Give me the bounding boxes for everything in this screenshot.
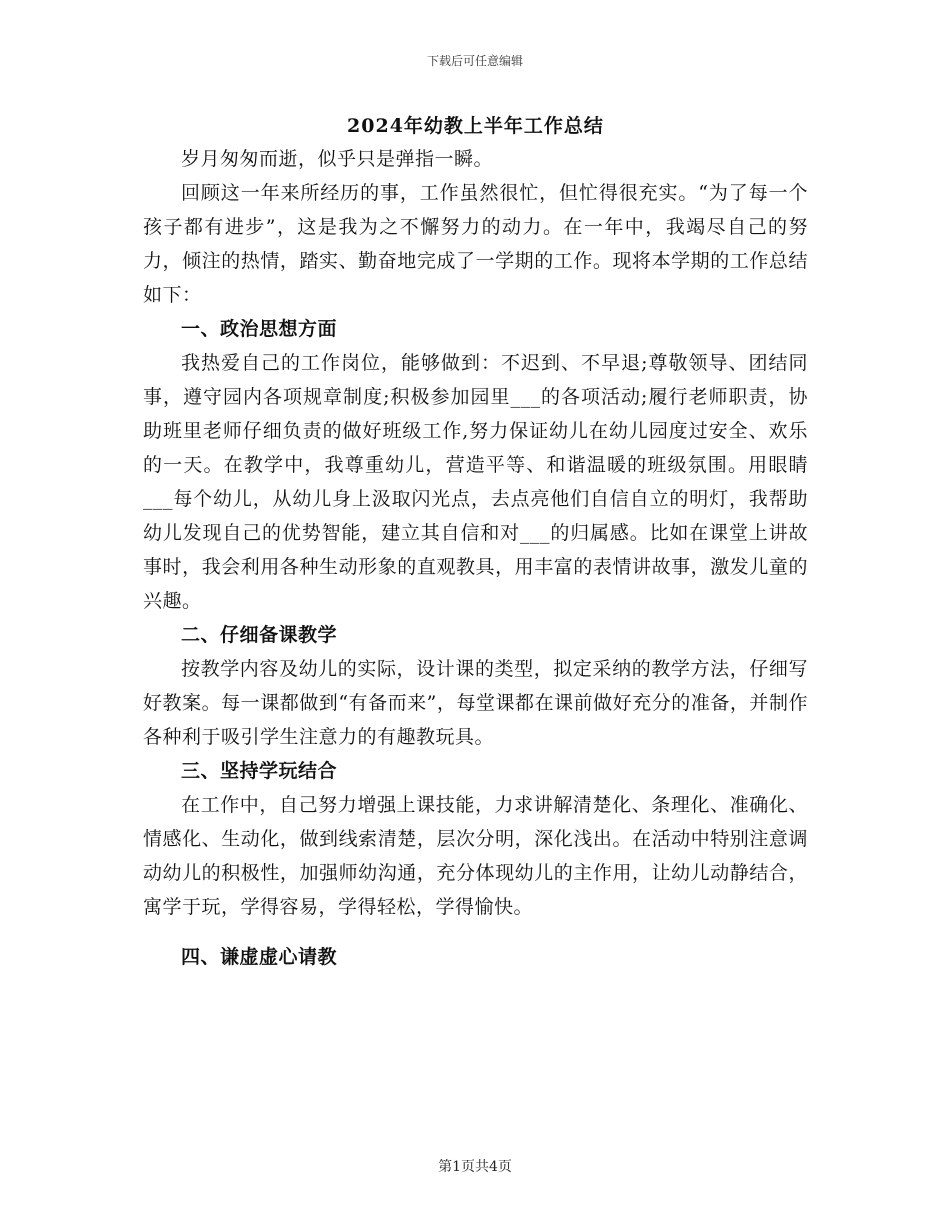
- section-heading-learn-play: 三、坚持学玩结合: [181, 760, 338, 782]
- section-heading-humility: 四、谦虚虚心请教: [181, 946, 338, 968]
- page-header: 下载后可任意编辑: [426, 54, 523, 68]
- intro-paragraph-2: 回顾这一年来所经历的事，工作虽然很忙，但忙得很充实。“为了每一个孩子都有进步”，这是我为之不懈努力的动力。在一年中，我竭尽自己的努力，倾注的热情，踏实、勤奋地完成了一学期的工作。现将本学期的工作总结如下：: [143, 182, 808, 306]
- document-title: 2024年幼教上半年工作总结: [347, 115, 604, 137]
- section-body-politics: 我热爱自己的工作岗位，能够做到：不迟到、不早退;尊敬领导、团结同事，遵守园内各项规章制度;积极参加园里___的各项活动;履行老师职责，协助班里老师仔细负责的做好班级工作,努力保证幼儿在幼儿园度过安全、欢乐的一天。在教学中，我尊重幼儿，营造平等、和谐温暖的班级氛围。用眼睛___每个幼儿，从幼儿身上汲取闪光点，去点亮他们自信自立的明灯，我帮助幼儿发现自己的优势智能，建立其自信和对___的归属感。比如在课堂上讲故事时，我会利用各种生动形象的直观教具，用丰富的表情讲故事，激发儿童的兴趣。: [143, 352, 808, 612]
- section-body-learn-play: 在工作中，自己努力增强上课技能，力求讲解清楚化、条理化、准确化、情感化、生动化，做到线索清楚，层次分明，深化浅出。在活动中特别注意调动幼儿的积极性，加强师幼沟通，充分体现幼儿的主作用，让幼儿动静结合，寓学于玩，学得容易，学得轻松，学得愉快。: [143, 794, 808, 918]
- section-gap: [143, 924, 808, 940]
- document-body: [143, 110, 808, 974]
- section-heading-politics: 一、政治思想方面: [181, 318, 338, 340]
- section-heading-lesson-prep: 二、仔细备课教学: [181, 624, 338, 646]
- intro-paragraph-1: 岁月匆匆而逝，似乎只是弹指一瞬。: [181, 148, 494, 170]
- section-body-lesson-prep: 按教学内容及幼儿的实际，设计课的类型，拟定采纳的教学方法，仔细写好教案。每一课都做到“有备而来”，每堂课都在课前做好充分的准备，并制作各种利于吸引学生注意力的有趣教玩具。: [143, 658, 808, 748]
- page-footer: 第1页共4页: [438, 1159, 512, 1175]
